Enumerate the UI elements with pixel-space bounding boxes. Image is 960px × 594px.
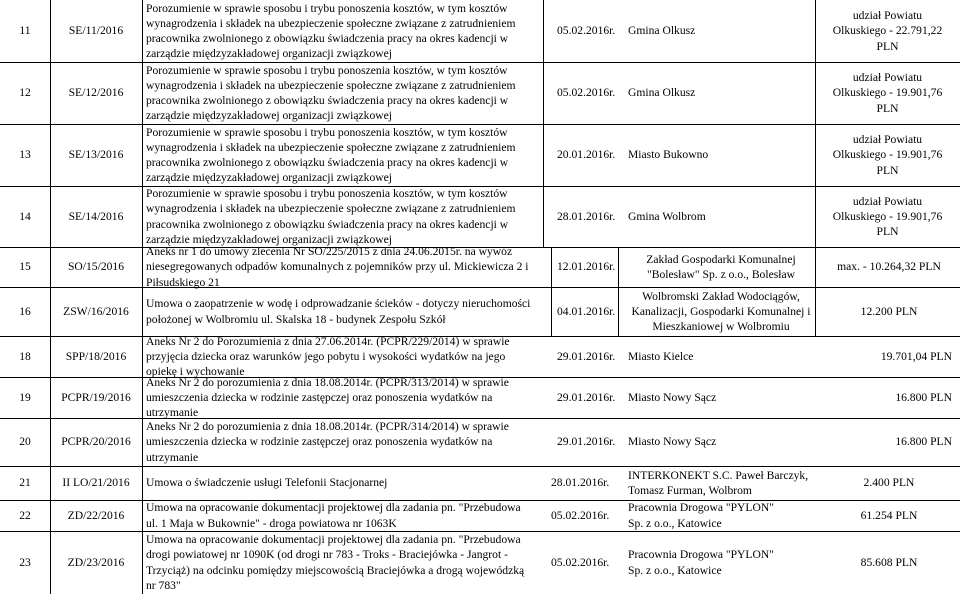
signature-text: SE/12/2016 (68, 86, 124, 100)
contract-date (557, 336, 624, 377)
subject-lines (146, 475, 387, 490)
subject-line: Umowa na opracowanie dokumentacji projektowej dla zadania pn. "Przebudowa (146, 533, 521, 547)
subject-line: Aneks Nr 2 do porozumienia z dnia 18.08.2014r. (PCPR/314/2014) w sprawie (146, 420, 509, 434)
amount-line: udział Powiatu (852, 71, 923, 85)
subject-line: Umowa o świadczenie usługi Telefonii Stacjonarnej (146, 476, 388, 490)
row-number (0, 247, 50, 287)
contract-date (557, 418, 624, 466)
table-row (0, 466, 960, 500)
amount-line: 19.701,04 PLN (880, 349, 952, 363)
amount-line: 12.200 PLN (860, 304, 918, 318)
date-text: 12.01.2016r. (557, 260, 616, 274)
amount-lines (815, 132, 960, 178)
party-line: Zakład Gospodarki Komunalnej (646, 252, 796, 266)
amount-lines (818, 555, 960, 570)
subject-line: Umowa o zaopatrzenie w wodę i odprowadzanie ścieków - dotyczy nieruchomości (146, 297, 531, 311)
amount-lines (818, 259, 960, 274)
contract-party (628, 186, 815, 247)
signature-text: SE/14/2016 (68, 209, 124, 223)
contract-amount (815, 0, 960, 62)
signature-text: ZSW/16/2016 (63, 304, 129, 318)
contract-amount (815, 186, 960, 247)
contract-signature (50, 124, 142, 186)
party-line: Sp. z o.o., Katowice (628, 516, 722, 530)
amount-line: 85.608 PLN (860, 555, 918, 569)
party-lines (628, 468, 808, 498)
date-text: 20.01.2016r. (557, 148, 616, 162)
table-row (0, 418, 960, 466)
subject-line: pracownika zwolnionego z obowiązku świadczenia pracy na okres kadencji w (146, 94, 509, 107)
subject-line: zarządzie międzyzakładowej organizacji związkowej (146, 232, 393, 246)
subject-line: umieszczenia dziecka w rodzinie zastępczej oraz ponoszenia wydatków na (146, 435, 493, 449)
amount-line: udział Powiatu (852, 133, 923, 147)
amount-line: Olkuskiego - 19.901,76 (832, 148, 943, 162)
contract-amount (818, 466, 960, 500)
contract-date (557, 124, 624, 186)
row-number (0, 466, 50, 500)
subject-line: Porozumienie w sprawie sposobu i trybu ponoszenia kosztów, w tym kosztów (146, 1, 508, 15)
subject-line: utrzymanie (146, 406, 199, 420)
contract-subject (146, 466, 551, 500)
contract-party (628, 377, 818, 418)
party-lines (628, 390, 716, 405)
amount-lines (818, 304, 960, 319)
contract-amount (815, 124, 960, 186)
amount-lines (815, 8, 960, 54)
row-number (0, 0, 50, 62)
signature-text: SO/15/2016 (67, 260, 125, 274)
date-text: 05.02.2016r. (557, 24, 616, 38)
row-number (0, 418, 50, 466)
amount-line: PLN (876, 225, 899, 239)
contract-signature (50, 186, 142, 247)
row-number (0, 186, 50, 247)
amount-line: udział Powiatu (852, 194, 923, 208)
amount-line: 16.800 PLN (895, 435, 952, 449)
contract-party (628, 531, 818, 594)
date-text: 05.02.2016r. (551, 555, 610, 569)
amount-lines (818, 390, 960, 405)
table-row (0, 336, 960, 377)
amount-lines (815, 70, 960, 116)
party-lines (628, 209, 706, 224)
row-number-text: 12 (19, 86, 31, 100)
amount-line: udział Powiatu (852, 9, 923, 23)
signature-text: SE/11/2016 (68, 24, 124, 38)
contract-signature (50, 287, 142, 336)
subject-line: zarządzie międzyzakładowej organizacji związkowej (146, 47, 393, 61)
subject-line: nr 783" (146, 578, 181, 592)
row-number-text: 11 (19, 24, 31, 38)
row-number (0, 62, 50, 124)
party-line: Gmina Olkusz (628, 24, 696, 38)
party-line: Miasto Bukowno (628, 148, 709, 162)
contract-subject (146, 336, 551, 377)
contract-signature (50, 531, 142, 594)
contract-date (557, 186, 624, 247)
subject-line: Aneks Nr 2 do porozumienia z dnia 18.08.2014r. (PCPR/313/2014) w sprawie (146, 375, 509, 389)
contract-date (551, 466, 624, 500)
contract-date (557, 377, 624, 418)
row-number (0, 124, 50, 186)
party-line: Miasto Nowy Sącz (628, 390, 717, 404)
contract-subject (146, 124, 543, 186)
amount-lines (815, 194, 960, 240)
subject-line: ul. 1 Maja w Bukownie" - droga powiatowa nr 1063K (146, 516, 397, 530)
subject-lines (146, 500, 521, 530)
subject-line: pracownika zwolnionego z obowiązku świadczenia pracy na okres kadencji w (146, 156, 509, 169)
party-line: Pracownia Drogowa "PYLON" (628, 501, 774, 515)
amount-line: 2.400 PLN (863, 476, 915, 490)
contract-date (551, 500, 624, 531)
table-row (0, 377, 960, 418)
contract-amount (818, 418, 960, 466)
contract-party (628, 500, 818, 531)
contract-subject (146, 531, 551, 594)
subject-lines (146, 186, 516, 247)
subject-line: wynagrodzenia i składek na ubezpieczenie społeczne związane z zatrudnieniem (146, 16, 516, 30)
subject-line: opiekę i wychowanie (146, 365, 245, 379)
party-line: Pracownia Drogowa "PYLON" (628, 548, 774, 562)
contract-amount (818, 377, 960, 418)
subject-line: Aneks Nr 2 do Porozumienia z dnia 27.06.2014r. (PCPR/229/2014) w sprawie (146, 334, 510, 348)
party-line: Sp. z o.o., Katowice (628, 563, 722, 577)
subject-lines (146, 63, 516, 124)
subject-line: Porozumienie w sprawie sposobu i trybu ponoszenia kosztów, w tym kosztów (146, 63, 508, 77)
amount-line: Olkuskiego - 19.901,76 (832, 209, 943, 223)
subject-lines (146, 1, 516, 62)
party-line: Gmina Olkusz (628, 86, 696, 100)
party-lines (631, 289, 810, 335)
table-row (0, 531, 960, 594)
row-number-text: 18 (19, 349, 31, 363)
subject-line: Porozumienie w sprawie sposobu i trybu ponoszenia kosztów, w tym kosztów (146, 125, 508, 139)
contract-party (628, 336, 818, 377)
amount-line: max. - 10.264,32 PLN (837, 260, 941, 274)
contract-signature (50, 377, 142, 418)
subject-line: drogi powiatowej nr 1090K (od drogi nr 783 - Troks - Braciejówka - Jangrot - (146, 548, 508, 562)
amount-line: 16.800 PLN (895, 390, 952, 404)
amount-line: PLN (876, 163, 899, 177)
amount-lines (818, 349, 960, 364)
subject-lines (146, 296, 530, 326)
row-number-text: 13 (19, 148, 31, 162)
signature-text: SE/13/2016 (68, 148, 124, 162)
row-number-text: 19 (19, 390, 31, 404)
party-lines (628, 349, 693, 364)
contract-date (557, 287, 624, 336)
table-row (0, 186, 960, 247)
signature-text: PCPR/19/2016 (61, 390, 131, 404)
subject-line: umieszczenia dziecka w rodzinie zastępczej oraz ponoszenia wydatków na (146, 390, 493, 404)
subject-line: utrzymanie (146, 450, 199, 464)
subject-line: zarządzie międzyzakładowej organizacji związkowej (146, 109, 393, 123)
contract-subject (146, 247, 551, 287)
contract-date (551, 531, 624, 594)
date-text: 05.02.2016r. (551, 508, 610, 522)
subject-lines (146, 334, 510, 380)
contract-party (624, 247, 818, 287)
amount-line: Olkuskiego - 22.791,22 (832, 24, 943, 38)
contract-amount (818, 531, 960, 594)
party-line: INTERKONEKT S.C. Paweł Barczyk, (628, 468, 809, 482)
date-text: 04.01.2016r. (557, 304, 616, 318)
subject-lines (146, 532, 524, 593)
subject-lines (146, 419, 509, 465)
party-lines (628, 85, 695, 100)
signature-text: SPP/18/2016 (65, 349, 127, 363)
subject-line: Trzyciąż) na odcinku pomiędzy miejscowością Braciejówka a drogą wojewódzką (146, 563, 525, 577)
contract-signature (50, 247, 142, 287)
contract-date (557, 62, 624, 124)
amount-line: PLN (876, 39, 899, 53)
date-text: 05.02.2016r. (557, 86, 616, 100)
subject-line: Aneks nr 1 do umowy zlecenia Nr SO/225/2015 z dnia 24.06.2015r. na wywóz (146, 245, 513, 259)
contract-subject (146, 0, 543, 62)
table-row (0, 500, 960, 531)
row-number (0, 531, 50, 594)
row-number (0, 377, 50, 418)
contract-amount (818, 336, 960, 377)
party-line: Miasto Nowy Sącz (628, 435, 717, 449)
row-number-text: 14 (19, 209, 31, 223)
date-text: 28.01.2016r. (551, 476, 610, 490)
amount-line: PLN (876, 101, 899, 115)
contract-signature (50, 336, 142, 377)
subject-line: Umowa na opracowanie dokumentacji projektowej dla zadania pn. "Przebudowa (146, 501, 521, 515)
signature-text: ZD/22/2016 (67, 508, 125, 522)
party-lines (628, 147, 708, 162)
contract-signature (50, 62, 142, 124)
contract-party (628, 0, 815, 62)
table-row (0, 287, 960, 336)
contract-amount (818, 500, 960, 531)
contract-date (557, 0, 624, 62)
subject-lines (146, 125, 516, 186)
subject-lines (146, 375, 509, 421)
contract-subject (146, 287, 551, 336)
party-line: Gmina Wolbrom (628, 209, 706, 223)
amount-line: 61.254 PLN (860, 508, 918, 522)
row-number (0, 500, 50, 531)
row-number (0, 287, 50, 336)
subject-line: wynagrodzenia i składek na ubezpieczenie społeczne związane z zatrudnieniem (146, 202, 516, 216)
party-lines (628, 547, 774, 577)
contract-amount (818, 287, 960, 336)
row-number-text: 23 (19, 555, 31, 569)
amount-lines (818, 475, 960, 490)
contract-party (628, 62, 815, 124)
row-number-text: 16 (19, 304, 31, 318)
table-row (0, 124, 960, 186)
contract-subject (146, 418, 551, 466)
contract-signature (50, 500, 142, 531)
subject-line: Piłsudskiego 21 (146, 275, 220, 289)
contract-amount (815, 62, 960, 124)
party-line: Kanalizacji, Gospodarki Komunalnej i (631, 304, 811, 318)
signature-text: PCPR/20/2016 (61, 435, 131, 449)
contract-date (557, 247, 624, 287)
date-text: 29.01.2016r. (557, 435, 616, 449)
signature-text: II LO/21/2016 (62, 476, 130, 490)
party-lines (628, 434, 716, 449)
date-text: 28.01.2016r. (557, 209, 616, 223)
contract-subject (146, 62, 543, 124)
subject-line: wynagrodzenia i składek na ubezpieczenie społeczne związane z zatrudnieniem (146, 78, 516, 92)
row-number-text: 22 (19, 508, 31, 522)
subject-line: pracownika zwolnionego z obowiązku świadczenia pracy na okres kadencji w (146, 32, 509, 45)
party-lines (628, 23, 695, 38)
date-text: 29.01.2016r. (557, 349, 616, 363)
subject-lines (146, 244, 529, 290)
subject-line: przyjęcia dziecka oraz warunków jego pobytu i wysokości wydatków na jego (146, 349, 506, 363)
contract-party (624, 287, 818, 336)
row-number-text: 15 (19, 260, 31, 274)
date-text: 29.01.2016r. (557, 390, 616, 404)
contract-subject (146, 500, 551, 531)
signature-text: ZD/23/2016 (67, 555, 125, 569)
party-lines (628, 500, 774, 530)
contract-signature (50, 418, 142, 466)
contract-signature (50, 466, 142, 500)
row-number (0, 336, 50, 377)
subject-line: Porozumienie w sprawie sposobu i trybu ponoszenia kosztów, w tym kosztów (146, 187, 508, 201)
contract-party (628, 418, 818, 466)
subject-line: wynagrodzenia i składek na ubezpieczenie społeczne związane z zatrudnieniem (146, 140, 516, 154)
amount-lines (818, 434, 960, 449)
contract-subject (146, 377, 551, 418)
subject-line: pracownika zwolnionego z obowiązku świadczenia pracy na okres kadencji w (146, 217, 509, 231)
subject-line: zarządzie międzyzakładowej organizacji związkowej (146, 171, 393, 185)
row-number-text: 20 (19, 435, 31, 449)
subject-line: niesegregowanych odpadów komunalnych z pojemników przy ul. Mickiewicza 2 i (146, 260, 529, 274)
row-number-text: 21 (19, 476, 31, 490)
party-line: Miasto Kielce (628, 349, 694, 363)
party-line: Tomasz Furman, Wolbrom (628, 484, 752, 497)
amount-line: Olkuskiego - 19.901,76 (832, 86, 943, 100)
table-row (0, 62, 960, 124)
contract-amount (818, 247, 960, 287)
party-line: Mieszkaniowej w Wolbromiu (652, 320, 790, 334)
table-row (0, 247, 960, 287)
contract-party (628, 466, 818, 500)
contract-signature (50, 0, 142, 62)
table-row (0, 0, 960, 62)
contract-subject (146, 186, 543, 247)
party-line: Wolbromski Zakład Wodociągów, (642, 289, 800, 303)
contract-party (628, 124, 815, 186)
party-line: "Bolesław" Sp. z o.o., Bolesław (647, 268, 795, 281)
party-lines (646, 252, 795, 282)
subject-line: położonej w Wolbromiu ul. Skalska 18 - budynek Zespołu Szkół (146, 312, 446, 326)
amount-lines (818, 508, 960, 523)
